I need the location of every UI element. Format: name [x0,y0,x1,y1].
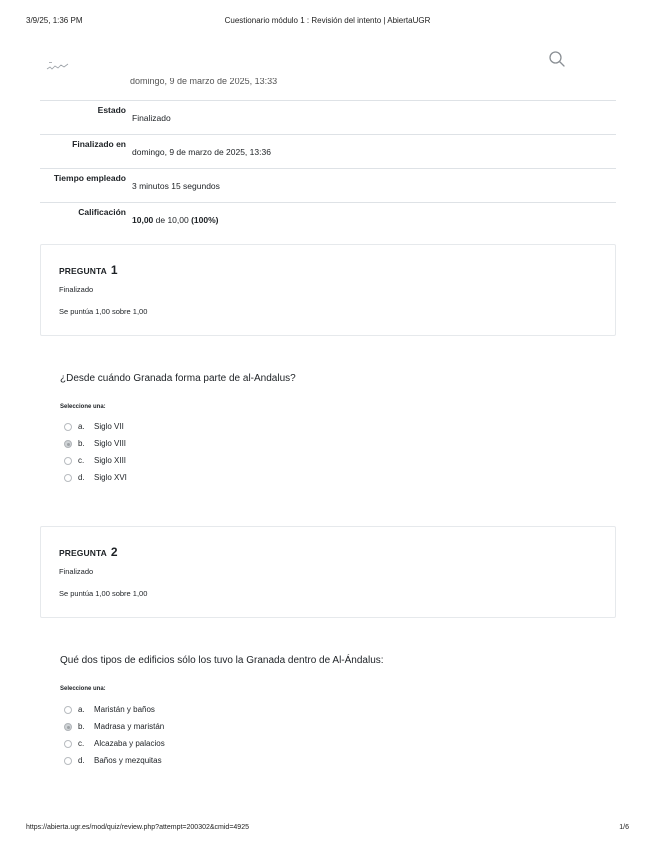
question-state: Finalizado [59,567,94,576]
summary-label: Tiempo empleado [53,173,126,183]
summary-row-time-taken [40,168,616,202]
radio-unchecked-icon[interactable] [64,474,72,482]
question-info-card-1 [40,244,616,336]
question-heading [59,263,118,277]
answer-letter: a. [78,705,85,714]
radio-unchecked-icon[interactable] [64,706,72,714]
answer-option-b[interactable] [64,722,364,739]
answer-letter: d. [78,473,85,482]
answer-option-c[interactable] [64,739,364,756]
question-heading-label: PREGUNTA [59,266,107,276]
question-text-1: ¿Desde cuándo Granada forma parte de al-Andalus? [60,373,296,384]
print-page-title: Cuestionario módulo 1 : Revisión del intento | AbiertaUGR [224,16,431,25]
answer-text: Siglo VII [94,422,124,431]
summary-value: 3 minutos 15 segundos [132,181,220,191]
print-page-number: 1/6 [619,824,629,831]
answer-list-2 [64,705,364,773]
answer-letter: c. [78,456,85,465]
answer-letter: d. [78,756,85,765]
answer-option-d[interactable] [64,473,364,490]
question-number: 1 [110,263,118,277]
grade-of-text: de 10,00 [153,215,192,225]
answer-text: Siglo VIII [94,439,127,448]
answer-text: Baños y mezquitas [94,756,162,765]
answer-option-a[interactable] [64,422,364,439]
attempt-summary-table [40,100,616,236]
question-state: Finalizado [59,285,94,294]
question-heading-label: PREGUNTA [59,548,107,558]
grade-percent: (100%) [191,215,219,225]
answer-option-d[interactable] [64,756,364,773]
answer-text: Maristán y baños [94,705,155,714]
print-url: https://abierta.ugr.es/mod/quiz/review.php?attempt=200302&cmid=4925 [26,824,249,831]
answer-text: Siglo XVI [94,473,127,482]
answer-option-b[interactable] [64,439,364,456]
grade-score: 10,00 [132,215,154,225]
summary-label: Estado [97,105,126,115]
radio-unchecked-icon[interactable] [64,757,72,765]
summary-row-completed-on [40,134,616,168]
search-icon [548,50,566,68]
cutoff-started-on-row [130,78,330,90]
answer-option-a[interactable] [64,705,364,722]
question-text-2: Qué dos tipos de edificios sólo los tuvo la Granada dentro de Al-Ándalus: [60,655,384,666]
answer-text: Madrasa y maristán [94,722,165,731]
answer-list-1 [64,422,364,490]
answer-letter: b. [78,439,85,448]
answer-letter: c. [78,739,85,748]
radio-unchecked-icon[interactable] [64,423,72,431]
summary-row-state [40,100,616,134]
summary-label: Finalizado en [72,139,126,149]
print-footer [26,824,629,836]
search-button[interactable] [548,50,566,68]
radio-unchecked-icon[interactable] [64,457,72,465]
answer-letter: b. [78,722,85,731]
question-heading [59,545,118,559]
answer-letter: a. [78,422,85,431]
summary-label: Calificación [78,207,126,217]
ugr-logo-icon[interactable] [46,58,70,68]
radio-checked-icon[interactable] [64,723,72,731]
answer-text: Siglo XIII [94,456,127,465]
cutoff-started-on-value: domingo, 9 de marzo de 2025, 13:33 [130,78,278,86]
answer-option-c[interactable] [64,456,364,473]
question-grade: Se puntúa 1,00 sobre 1,00 [59,589,148,598]
summary-row-grade [40,202,616,236]
select-one-prompt: Seleccione una: [60,686,106,692]
summary-value: Finalizado [132,113,171,123]
print-date: 3/9/25, 1:36 PM [26,16,83,25]
select-one-prompt: Seleccione una: [60,404,106,410]
answer-text: Alcazaba y palacios [94,739,165,748]
print-header [26,16,629,28]
question-number: 2 [110,545,118,559]
radio-unchecked-icon[interactable] [64,740,72,748]
question-info-card-2 [40,526,616,618]
question-grade: Se puntúa 1,00 sobre 1,00 [59,307,148,316]
radio-checked-icon[interactable] [64,440,72,448]
summary-value: domingo, 9 de marzo de 2025, 13:36 [132,147,271,157]
summary-grade-value [132,215,219,225]
